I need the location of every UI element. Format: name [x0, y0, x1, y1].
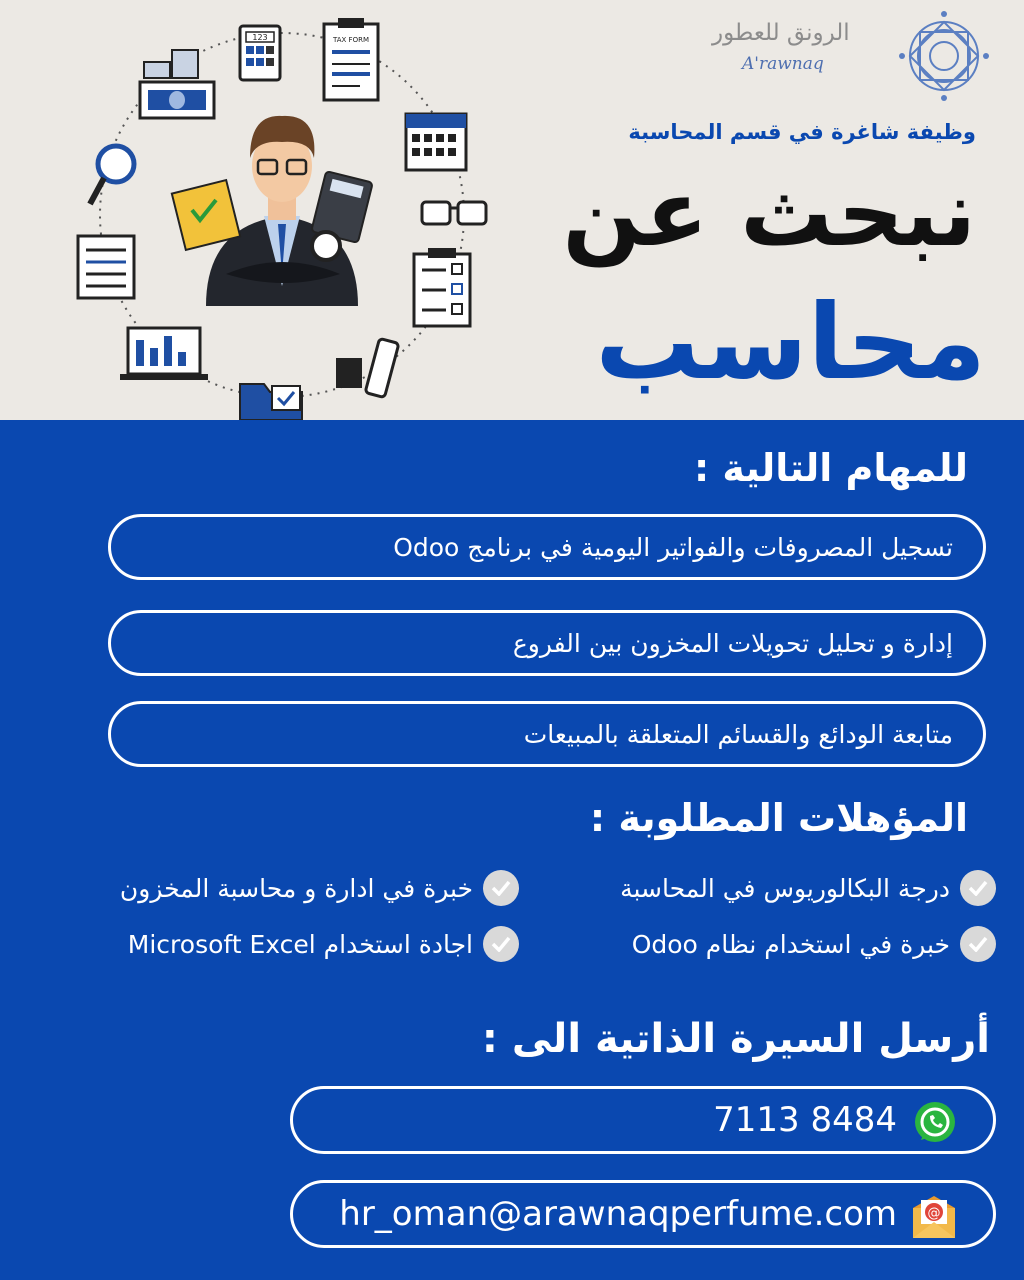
document-icon: [78, 236, 134, 298]
check-icon: [483, 870, 519, 906]
magnifier-icon: [90, 146, 134, 204]
svg-text:@: @: [927, 1206, 941, 1221]
job-subtitle: وظيفة شاغرة في قسم المحاسبة: [628, 120, 976, 144]
qualification-text: خبرة في استخدام نظام Odoo: [631, 929, 950, 959]
money-icon: [140, 50, 214, 118]
glasses-icon: [422, 202, 486, 224]
calculator-right-icon: [311, 171, 373, 260]
svg-text:TAX FORM: TAX FORM: [333, 36, 369, 44]
check-icon: [483, 926, 519, 962]
email-contact[interactable]: [290, 1180, 996, 1248]
task-text: متابعة الودائع والقسائم المتعلقة بالمبيعات: [523, 719, 953, 749]
qualification-item: [632, 926, 996, 962]
phone-number[interactable]: 7113 8484: [713, 1100, 897, 1140]
svg-text:123: 123: [252, 33, 268, 42]
qualification-text: اجادة استخدام Microsoft Excel: [127, 929, 473, 959]
qualification-item: [128, 926, 519, 962]
calendar-icon: [406, 114, 466, 170]
tax-form-icon: [324, 18, 378, 100]
brand-emblem-icon: [896, 8, 992, 104]
task-item: [108, 514, 986, 580]
phone-contact[interactable]: [290, 1086, 996, 1154]
brand-name-arabic: الرونق للعطور: [712, 20, 850, 46]
check-icon: [960, 926, 996, 962]
checklist-icon: [414, 248, 470, 326]
qualification-text: درجة البكالوريوس في المحاسبة: [620, 873, 950, 903]
qualification-item: [120, 870, 519, 906]
qualification-text: خبرة في ادارة و محاسبة المخزون: [119, 873, 473, 903]
laptop-chart-icon: [120, 328, 208, 380]
documents-folder-icon: [172, 180, 240, 250]
email-icon: [909, 1192, 959, 1251]
top-section: [0, 0, 1024, 420]
task-item: [108, 610, 986, 676]
accountant-illustration: [60, 10, 510, 420]
check-icon: [960, 870, 996, 906]
qualification-item: [620, 870, 996, 906]
headline-line-1: نبحث عن: [562, 160, 976, 267]
headline-line-2: محاسب: [595, 281, 986, 403]
brand-name-latin: A'rawnaq: [742, 54, 824, 74]
calculator-icon: [240, 26, 280, 80]
task-item: [108, 701, 986, 767]
task-text: إدارة و تحليل تحويلات المخزون بين الفروع: [512, 628, 953, 658]
qualifications-heading: المؤهلات المطلوبة :: [589, 796, 968, 840]
folder-icon: [240, 384, 302, 420]
contact-heading: أرسل السيرة الذاتية الى :: [481, 1016, 990, 1062]
usb-drive-icon: [336, 338, 399, 397]
task-text: تسجيل المصروفات والفواتير اليومية في برنامج Odoo: [393, 532, 953, 562]
whatsapp-icon: [911, 1098, 959, 1155]
tasks-heading: للمهام التالية :: [693, 446, 968, 490]
email-address[interactable]: hr_oman@arawnaqperfume.com: [339, 1194, 897, 1234]
